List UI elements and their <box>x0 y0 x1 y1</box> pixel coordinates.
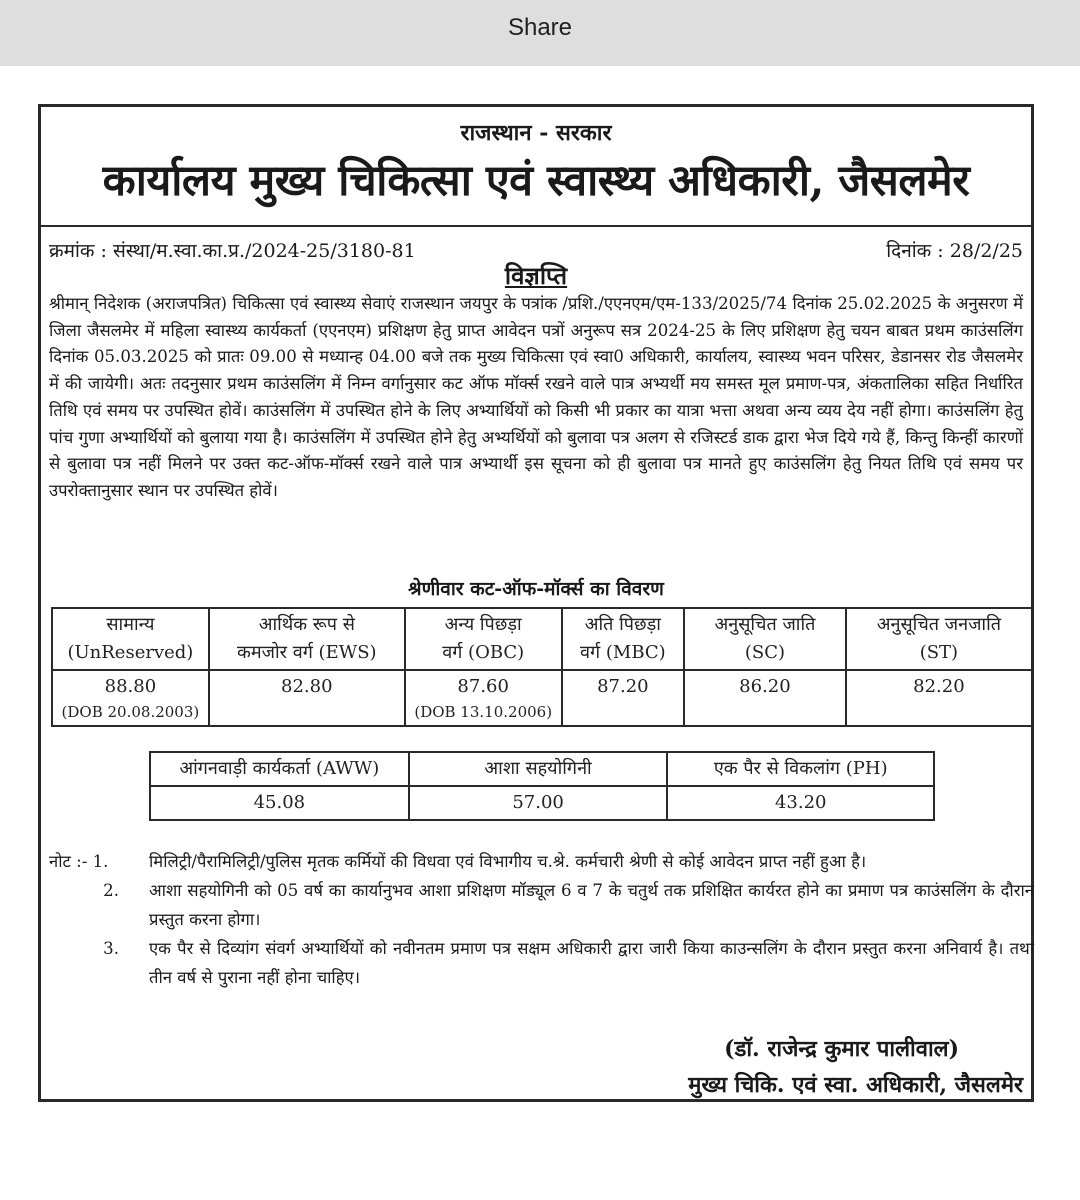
cutoff-table <box>51 607 1033 727</box>
cutoff-cell <box>562 670 685 726</box>
cutoff-value: 88.80 <box>104 676 157 697</box>
cutoff-value: 87.20 <box>597 676 649 697</box>
office-title: कार्यालय मुख्य चिकित्सा एवं स्वास्थ्य अधिकारी, जैसलमेर <box>102 156 970 206</box>
dob-note: (DOB 20.08.2003) <box>61 703 200 721</box>
category-sub: (UnReserved) <box>67 642 194 663</box>
cutoff-header-row <box>52 608 1032 670</box>
note-number: नोट :- 1. <box>49 852 109 871</box>
category-name: आर्थिक रूप से <box>258 614 355 635</box>
cutoff-cell <box>405 670 562 726</box>
special-value: 57.00 <box>409 786 668 820</box>
special-cutoff-table <box>149 751 935 821</box>
special-category: आशा सहयोगिनी <box>409 752 668 786</box>
special-header-row <box>150 752 934 786</box>
category-header <box>405 608 562 670</box>
category-header <box>684 608 846 670</box>
signatory-name: (डॉ. राजेन्द्र कुमार पालीवाल) <box>724 1036 959 1062</box>
special-category: आंगनवाड़ी कार्यकर्ता (AWW) <box>150 752 409 786</box>
note-text: मिलिट्री/पैरामिलिट्री/पुलिस मृतक कर्मियों की विधवा एवं विभागीय च.श्रे. कर्मचारी श्रेणी से कोई आवेदन प्राप्त नहीं हुआ है। <box>149 852 867 871</box>
cutoff-cell <box>846 670 1032 726</box>
note-text: एक पैर से दिव्यांग संवर्ग अभ्यार्थियों को नवीनतम प्रमाण पत्र सक्षम अधिकारी द्वारा जारी किया काउन्सलिंग के दौरान प्रस्तुत करना अनिवार्य है। तथा तीन वर्ष से पुराना नहीं होना चाहिए। <box>149 939 1034 987</box>
note-number: 3. <box>103 939 119 958</box>
cutoff-cell <box>209 670 405 726</box>
notes-list <box>49 847 1034 992</box>
note-item <box>49 876 1034 934</box>
category-name: अन्य पिछड़ा <box>444 614 522 635</box>
category-sub: कमजोर वर्ग (EWS) <box>237 642 377 663</box>
cutoff-value: 86.20 <box>739 676 791 697</box>
govt-heading: राजस्थान - सरकार <box>460 120 612 146</box>
cutoff-heading: श्रेणीवार कट-ऑफ-मॉर्क्स का विवरण <box>408 578 664 600</box>
category-header <box>846 608 1032 670</box>
special-value-row <box>150 786 934 820</box>
note-item <box>49 934 1034 992</box>
category-sub: वर्ग (MBC) <box>580 642 666 663</box>
notice-heading: विज्ञप्ति <box>504 261 568 290</box>
top-bar <box>0 0 1080 66</box>
category-name: अति पिछड़ा <box>584 614 661 635</box>
dob-note: (DOB 13.10.2006) <box>414 703 553 721</box>
note-item <box>49 847 1034 876</box>
notice-date: दिनांक : 28/2/25 <box>886 240 1023 262</box>
notice-document <box>38 104 1034 1102</box>
cutoff-cell <box>684 670 846 726</box>
reference-number: क्रमांक : संस्था/म.स्वा.का.प्र./2024-25/3180-81 <box>49 240 416 262</box>
notice-body: श्रीमान् निदेशक (अराजपत्रित) चिकित्सा एवं स्वास्थ्य सेवाएं राजस्थान जयपुर के पत्रांक /प्रशि./एएनएम/एम-133/2025/74 दिनांक 25.02.2025 के अनुसरण में जिला जैसलमेर में महिला स्वास्थ्य कार्यकर्ता (एएनएम) प्रशिक्षण हेतु प्राप्त आवेदन पत्रों अनुरूप सत्र 2024-25 के लिए प्रशिक्षण हेतु चयन बाबत प्रथम काउंसलिंग दिनांक 05.03.2025 को प्रातः 09.00 से मध्यान्ह 04.00 बजे तक मुख्य चिकित्सा एवं स्वा0 अधिकारी, कार्यालय, स्वास्थ्य भवन परिसर, डेडानसर रोड जैसलमेर में की जायेगी। अतः तदनुसार प्रथम काउंसलिंग में निम्न वर्गानुसार कट ऑफ मॉर्क्स रखने वाले पात्र अभ्यर्थी मय समस्त मूल प्रमाण-पत्र, अंकतालिका सहित निर्धारित तिथि एवं समय पर उपस्थित होवें। काउंसलिंग में उपस्थित होने के लिए अभ्यार्थियों को किसी भी प्रकार का यात्रा भत्ता अथवा अन्य व्यय देय नहीं होगा। काउंसलिंग हेतु पांच गुणा अभ्यार्थियों को बुलाया गया है। काउंसलिंग में उपस्थित होने हेतु अभ्यर्थियों को बुलावा पत्र अलग से रजिस्टर्ड डाक द्वारा भेज दिये गये हैं, किन्तु किन्हीं कारणों से बुलावा पत्र नहीं मिलने पर उक्त कट-ऑफ-मॉर्क्स रखने वाले पात्र अभ्यार्थी इस सूचना को ही बुलावा पत्र मानते हुए काउंसलिंग हेतु नियत तिथि एवं समय पर उपरोक्तानुसार स्थान पर उपस्थित होवें। <box>49 294 1023 500</box>
cutoff-value: 87.60 <box>457 676 509 697</box>
category-header <box>209 608 405 670</box>
note-text: आशा सहयोगिनी को 05 वर्ष का कार्यानुभव आशा प्रशिक्षण मॉड्यूल 6 व 7 के चतुर्थ तक प्रशिक्षित कार्यरत होने का प्रमाण पत्र काउंसलिंग के दौरान प्रस्तुत करना होगा। <box>149 881 1034 929</box>
divider <box>41 225 1031 227</box>
signatory-designation: मुख्य चिकि. एवं स्वा. अधिकारी, जैसलमेर <box>688 1072 1023 1098</box>
cutoff-value: 82.20 <box>913 676 965 697</box>
special-value: 43.20 <box>667 786 934 820</box>
share-button[interactable]: Share <box>507 14 573 41</box>
category-header <box>562 608 685 670</box>
category-header <box>52 608 209 670</box>
category-name: सामान्य <box>106 614 155 635</box>
cutoff-value: 82.80 <box>281 676 333 697</box>
category-sub: (SC) <box>744 642 786 663</box>
category-sub: वर्ग (OBC) <box>442 642 525 663</box>
cutoff-value-row <box>52 670 1032 726</box>
category-name: अनुसूचित जनजाति <box>876 614 1002 635</box>
category-name: अनुसूचित जाति <box>714 614 816 635</box>
category-sub: (ST) <box>919 642 959 663</box>
note-number: 2. <box>103 881 119 900</box>
cutoff-cell <box>52 670 209 726</box>
special-category: एक पैर से विकलांग (PH) <box>667 752 934 786</box>
special-value: 45.08 <box>150 786 409 820</box>
